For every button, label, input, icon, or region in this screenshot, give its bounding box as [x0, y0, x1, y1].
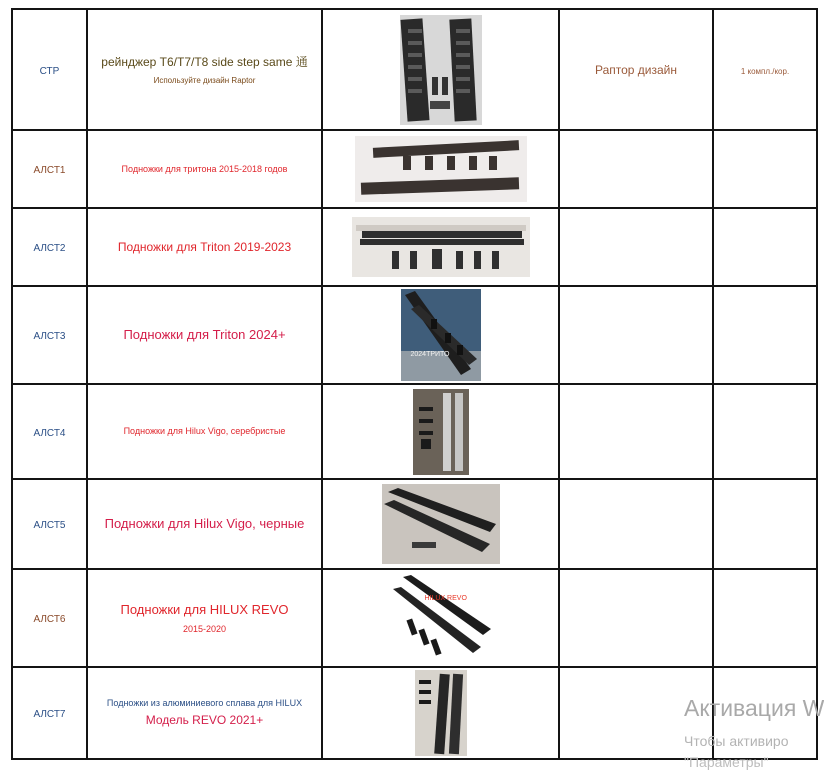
quantity-cell — [713, 384, 817, 479]
product-photo — [400, 15, 482, 125]
code-cell — [12, 479, 87, 569]
table-row — [12, 9, 817, 130]
product-title: Подножки для Triton 2019-2023 — [117, 239, 292, 254]
product-table — [11, 8, 818, 760]
product-title: Подножки для Hilux Vigo, серебристые — [123, 426, 286, 437]
photo-cell — [322, 384, 559, 479]
design-cell — [559, 208, 713, 286]
code-cell — [12, 208, 87, 286]
table-row — [12, 208, 817, 286]
table-row — [12, 130, 817, 208]
photo-cell — [322, 667, 559, 759]
name-cell — [87, 667, 322, 759]
design-cell — [559, 569, 713, 667]
product-title: Подножки для Triton 2024+ — [123, 327, 286, 343]
name-cell — [87, 569, 322, 667]
product-subtitle: 2015-2020 — [182, 623, 227, 634]
product-photo — [401, 289, 481, 381]
table-row — [12, 569, 817, 667]
activation-watermark-title: Активация W — [684, 695, 824, 721]
table-row — [12, 286, 817, 384]
name-cell — [87, 9, 322, 130]
product-title: рейнджер T6/T7/T8 side step same 通 — [101, 54, 308, 69]
quantity-cell — [713, 9, 817, 130]
product-subtitle: Модель REVO 2021+ — [145, 713, 264, 728]
product-title: Подножки для тритона 2015-2018 годов — [121, 163, 288, 174]
photo-cell — [322, 130, 559, 208]
product-code: АЛСТ7 — [33, 709, 66, 720]
photo-cell — [322, 286, 559, 384]
name-cell — [87, 479, 322, 569]
design-cell — [559, 286, 713, 384]
product-photo — [352, 217, 530, 277]
product-code: АЛСТ5 — [33, 520, 66, 531]
photo-caption: HILUX REVO — [424, 595, 467, 602]
product-title: Подножки из алюминиевого сплава для HILUX — [106, 698, 303, 709]
product-subtitle: Используйте дизайн Raptor — [153, 76, 256, 86]
product-code: СТР — [39, 65, 60, 77]
product-photo — [413, 389, 469, 475]
code-cell — [12, 130, 87, 208]
product-code: АЛСТ4 — [33, 427, 66, 439]
name-cell — [87, 384, 322, 479]
design-cell — [559, 130, 713, 208]
photo-cell — [322, 569, 559, 667]
quantity-cell — [713, 479, 817, 569]
code-cell — [12, 9, 87, 130]
product-photo — [355, 136, 527, 202]
product-code: АЛСТ3 — [33, 331, 66, 342]
code-cell — [12, 286, 87, 384]
product-title: Подножки для HILUX REVO — [120, 602, 289, 618]
product-photo — [389, 573, 493, 663]
activation-watermark-line: "Параметры" — [684, 754, 769, 770]
product-title: Подножки для Hilux Vigo, черные — [104, 516, 305, 532]
code-cell — [12, 384, 87, 479]
activation-watermark-line: Чтобы активиро — [684, 733, 789, 749]
product-code: АЛСТ2 — [33, 243, 66, 254]
photo-cell — [322, 479, 559, 569]
table-row — [12, 384, 817, 479]
code-cell — [12, 667, 87, 759]
quantity-label: 1 компл./кор. — [740, 66, 790, 76]
quantity-cell — [713, 286, 817, 384]
code-cell — [12, 569, 87, 667]
photo-cell — [322, 9, 559, 130]
quantity-cell — [713, 208, 817, 286]
photo-cell — [322, 208, 559, 286]
product-photo — [415, 670, 467, 756]
product-code: АЛСТ6 — [33, 614, 66, 625]
design-label: Раптор дизайн — [594, 62, 678, 77]
product-photo — [382, 484, 500, 564]
name-cell — [87, 286, 322, 384]
quantity-cell — [713, 569, 817, 667]
name-cell — [87, 208, 322, 286]
design-cell — [559, 384, 713, 479]
name-cell — [87, 130, 322, 208]
design-cell — [559, 9, 713, 130]
photo-caption: 2024ТРИТО — [410, 351, 450, 358]
quantity-cell — [713, 130, 817, 208]
table-row — [12, 479, 817, 569]
product-code: АЛСТ1 — [33, 165, 66, 176]
design-cell — [559, 479, 713, 569]
